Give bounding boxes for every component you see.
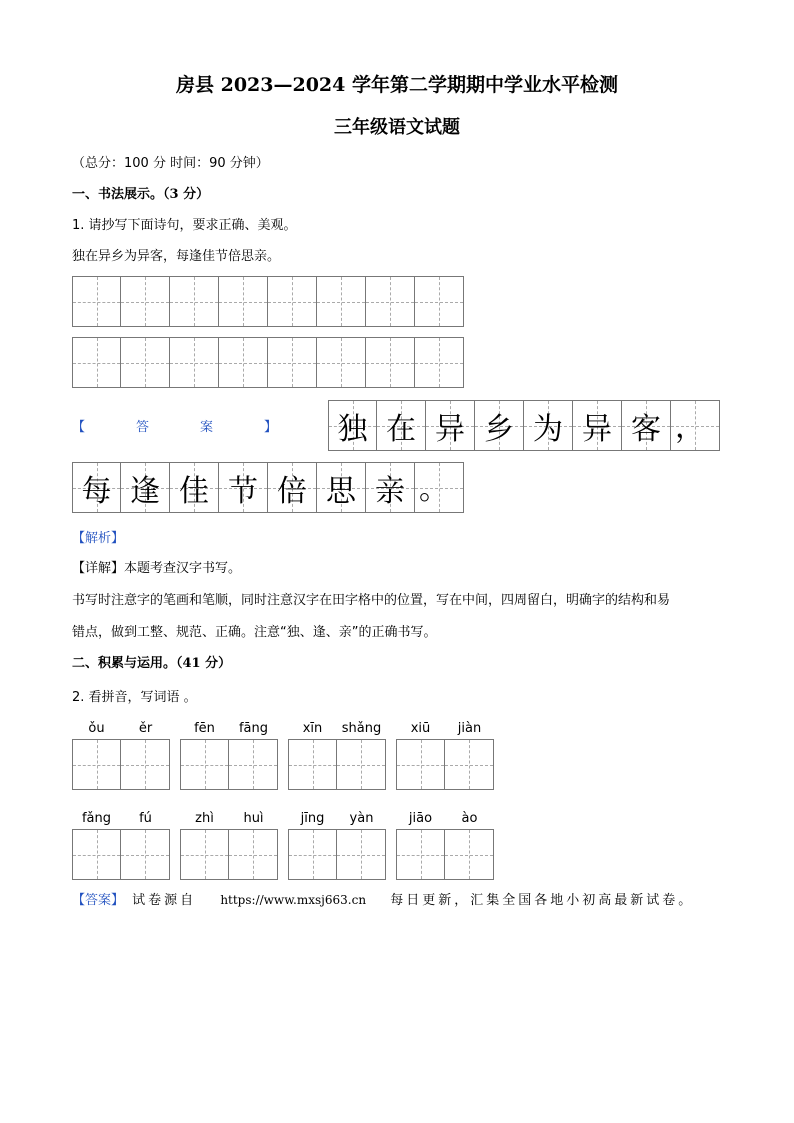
write-cell[interactable] [396,740,445,789]
answer-char-2: 案 [200,420,214,435]
pinyin-label: huì [243,811,264,826]
pinyin-word-group [180,721,278,790]
answer-char: ， [675,410,705,445]
grid-cell [366,277,415,326]
answer-cell [426,401,475,450]
explain-line-1: 书写时注意字的笔画和笔顺，同时注意汉字在田字格中的位置，写在中间，四周留白，明确字的结构和易 [72,593,671,608]
answer-grid-row-1 [328,400,720,451]
practice-grid-row-2 [72,337,464,388]
write-cell[interactable] [288,740,337,789]
answer-char: 佳 [179,473,209,509]
pinyin-label: jiāo [408,811,433,826]
pinyin-label: fēn [194,721,215,736]
pinyin-word-group [396,721,494,790]
write-cell[interactable] [180,830,229,879]
footer-text-1: 试卷源自 [132,893,197,908]
pinyin-label: jiàn [457,721,482,736]
write-cell[interactable] [229,740,278,789]
answer-cell [671,401,720,450]
section1-heading: 一、书法展示。（3 分） [72,187,210,202]
answer-cell [219,463,268,512]
grid-cell [415,338,464,387]
pinyin-label: fǎng [81,811,112,826]
grid-cell [317,338,366,387]
write-cell[interactable] [337,740,386,789]
exam-title: 房县 2023—2024 学年第二学期期中学业水平检测 [176,74,618,96]
answer-cell [72,463,121,512]
analysis-label: 【解析】 [72,531,125,546]
grid-cell [268,277,317,326]
answer-char: 为 [533,411,563,447]
write-cell[interactable] [72,740,121,789]
answer-char: 独 [337,411,368,447]
answer-char: 思 [326,473,356,509]
answer-char: 每 [81,473,112,509]
answer-char: 乡 [484,411,514,447]
grid-cell [415,277,464,326]
answer-char: 亲 [375,473,405,509]
explain-line-2: 错点，做到工整、规范、正确。注意“独、逢、亲”的正确书写。 [72,625,437,640]
pinyin-word-group [180,811,278,880]
answer-char: 逢 [130,473,160,509]
answer-cell [475,401,524,450]
detail-line: 【详解】本题考查汉字书写。 [72,561,242,576]
footer-text-2: 每日更新，汇集全国各地小初高最新试卷。 [390,893,695,908]
pinyin-label: ào [461,811,478,826]
answer-char: 异 [582,411,612,447]
pinyin-label: fāng [238,721,269,736]
footer-url[interactable]: https://www.mxsj663.cn [220,893,367,907]
write-cell[interactable] [121,740,170,789]
answer-char: 在 [386,411,416,447]
answer-cell [415,463,464,512]
write-cell[interactable] [337,830,386,879]
grid-cell [72,277,121,326]
pinyin-word-group [288,721,386,790]
poem-line: 独在异乡为异客，每逢佳节倍思亲。 [72,249,281,264]
answer-cell [170,463,219,512]
grid-cell [170,277,219,326]
answer-cell [121,463,170,512]
answer-cell [317,463,366,512]
answer-cell [524,401,573,450]
grid-cell [72,338,121,387]
answer-char: 。 [419,472,449,507]
answer-cell [268,463,317,512]
answer-cell [377,401,426,450]
answer-cell [573,401,622,450]
pinyin-label: yàn [349,811,374,826]
exam-subtitle: 三年级语文试题 [334,117,460,138]
pinyin-label: xiū [410,721,431,736]
exam-meta: （总分：100 分 时间：90 分钟） [72,156,269,171]
grid-cell [268,338,317,387]
grid-cell [219,277,268,326]
question-1: 1. 请抄写下面诗句，要求正确、美观。 [72,218,297,233]
answer-cell [366,463,415,512]
answer-char: 异 [435,411,465,447]
grid-cell [366,338,415,387]
pinyin-word-group [72,721,170,790]
write-cell[interactable] [121,830,170,879]
pinyin-word-group [288,811,386,880]
answer-char-1: 答 [136,420,150,435]
write-cell[interactable] [396,830,445,879]
write-cell[interactable] [180,740,229,789]
grid-cell [121,338,170,387]
answer-cell [622,401,671,450]
answer-cell [328,401,377,450]
grid-cell [170,338,219,387]
grid-cell [121,277,170,326]
grid-cell [219,338,268,387]
pinyin-word-group [72,811,170,880]
answer-bracket-right: 】 [264,420,278,435]
pinyin-label: xīn [302,721,323,736]
pinyin-label: zhì [195,811,214,826]
write-cell[interactable] [72,830,121,879]
write-cell[interactable] [229,830,278,879]
pinyin-label: ěr [138,721,153,736]
answer-char: 客 [631,411,661,447]
write-cell[interactable] [445,830,494,879]
pinyin-label: fú [139,811,152,826]
pinyin-word-group [396,811,494,880]
write-cell[interactable] [288,830,337,879]
answer-char: 节 [228,473,258,509]
pinyin-label: shǎng [341,721,382,736]
answer-footer [72,889,722,908]
answer-grid-row-2 [72,462,464,513]
answer-char: 倍 [277,473,307,509]
pinyin-label: jīng [300,811,325,826]
answer-bracket-left: 【 [72,420,86,435]
section2-heading: 二、积累与运用。（41 分） [72,656,232,671]
question-2: 2. 看拼音，写词语 。 [72,690,197,705]
practice-grid-row-1 [72,276,464,327]
write-cell[interactable] [445,740,494,789]
grid-cell [317,277,366,326]
footer-answer-label: 【答案】 [72,893,125,908]
pinyin-label: ǒu [88,721,105,736]
